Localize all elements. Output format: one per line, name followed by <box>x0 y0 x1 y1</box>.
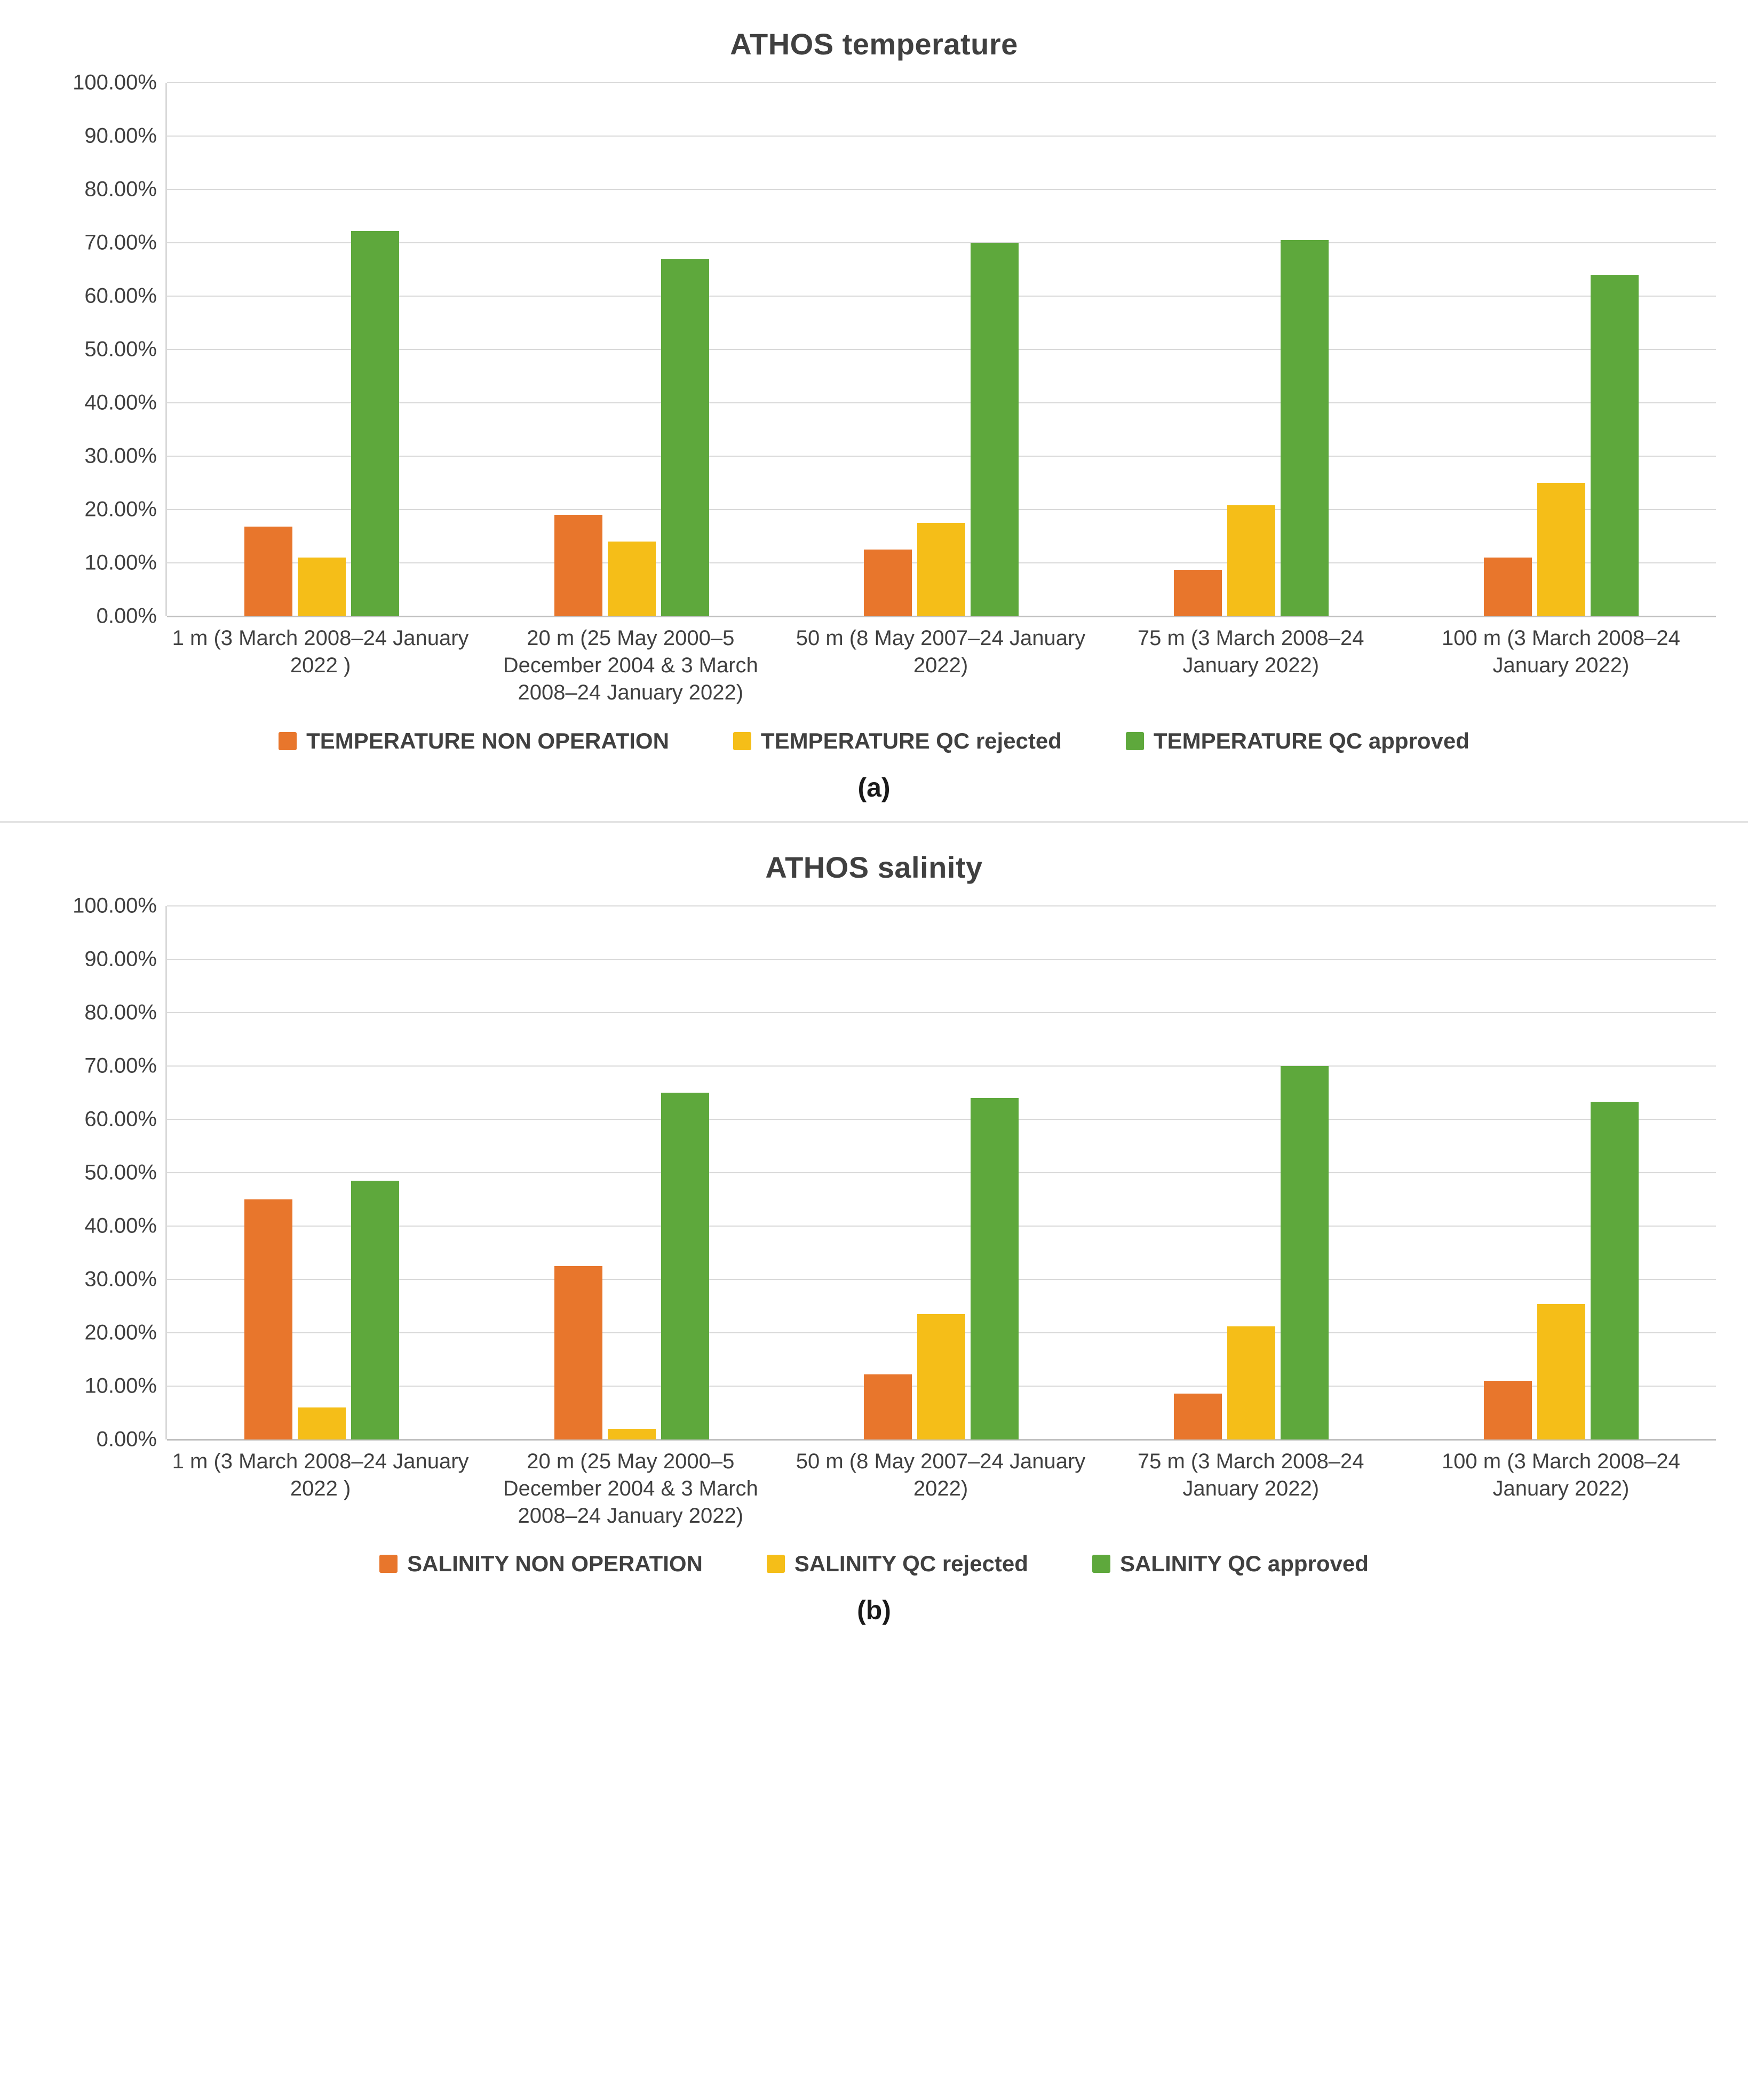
bar <box>1174 1394 1222 1439</box>
x-axis-labels-temperature <box>165 616 1716 707</box>
bar <box>661 1093 709 1439</box>
plot-wrapper-temperature <box>32 70 1716 628</box>
legend-swatch-icon <box>279 732 297 750</box>
bar-groups <box>167 906 1716 1439</box>
bar <box>1174 570 1222 616</box>
y-tick-label: 100.00% <box>73 894 157 918</box>
x-axis-category-label: 20 m (25 May 2000–5 December 2004 & 3 March 2008–24 January 2022) <box>503 626 758 705</box>
x-axis-category-label: 20 m (25 May 2000–5 December 2004 & 3 March 2008–24 January 2022) <box>503 1449 758 1528</box>
legend-item[interactable] <box>733 728 1062 754</box>
y-tick-label: 10.00% <box>84 1374 157 1398</box>
bar <box>1591 275 1639 616</box>
x-axis-labels-salinity <box>165 1439 1716 1530</box>
bar <box>917 1314 965 1439</box>
bar-group <box>786 906 1097 1439</box>
bar <box>971 243 1019 616</box>
bar <box>608 1429 656 1439</box>
chart-panel-temperature <box>0 0 1748 816</box>
x-axis-category-label: 50 m (8 May 2007–24 January 2022) <box>796 626 1086 678</box>
y-axis-salinity <box>32 894 165 1451</box>
bar <box>244 527 292 616</box>
bar <box>298 1407 346 1439</box>
y-tick-label: 90.00% <box>84 947 157 971</box>
y-tick-label: 0.00% <box>96 604 157 628</box>
y-tick-label: 40.00% <box>84 1214 157 1238</box>
y-tick-label: 40.00% <box>84 391 157 415</box>
bar <box>1591 1102 1639 1439</box>
bar-group <box>167 83 477 616</box>
legend-label: TEMPERATURE NON OPERATION <box>306 728 669 753</box>
plot-wrapper-salinity <box>32 894 1716 1451</box>
y-tick-label: 60.00% <box>84 1107 157 1131</box>
x-axis-category-label: 1 m (3 March 2008–24 January 2022 ) <box>172 1449 469 1500</box>
y-axis-temperature <box>32 70 165 628</box>
x-axis-category-label: 75 m (3 March 2008–24 January 2022) <box>1137 626 1364 678</box>
y-tick-label: 80.00% <box>84 1000 157 1024</box>
y-tick-label: 100.00% <box>73 70 157 94</box>
bar <box>554 515 602 616</box>
legend-swatch-icon <box>379 1555 398 1573</box>
legend-item[interactable] <box>379 1551 703 1577</box>
page-title-salinity: ATHOS salinity <box>765 850 983 884</box>
plot-area-temperature <box>165 83 1716 616</box>
bar <box>661 259 709 616</box>
legend-label: SALINITY QC approved <box>1119 1551 1369 1577</box>
y-tick-label: 50.00% <box>84 1160 157 1184</box>
bar <box>554 1266 602 1439</box>
legend-label: TEMPERATURE QC rejected <box>760 728 1062 753</box>
legend-item[interactable] <box>279 728 669 754</box>
bar <box>1281 1066 1329 1439</box>
y-tick-label: 30.00% <box>84 444 157 468</box>
bar-group <box>477 906 787 1439</box>
legend-temperature <box>32 728 1716 754</box>
legend-swatch-icon <box>1126 732 1144 750</box>
y-tick-label: 50.00% <box>84 337 157 361</box>
panel-caption-a: (a) <box>857 772 891 802</box>
legend-swatch-icon <box>733 732 751 750</box>
bar-group <box>786 83 1097 616</box>
y-tick-label: 0.00% <box>96 1427 157 1451</box>
bar <box>608 542 656 616</box>
y-tick-label: 90.00% <box>84 124 157 148</box>
legend-item[interactable] <box>1092 1551 1369 1577</box>
bar-groups <box>167 83 1716 616</box>
bar <box>917 523 965 616</box>
bar <box>298 558 346 616</box>
bar <box>1281 240 1329 616</box>
legend-item[interactable] <box>767 1551 1028 1577</box>
legend-swatch-icon <box>767 1555 785 1573</box>
y-tick-label: 70.00% <box>84 1054 157 1078</box>
bar <box>971 1098 1019 1439</box>
bar <box>1227 1326 1275 1439</box>
y-tick-label: 60.00% <box>84 284 157 308</box>
bar <box>1537 483 1585 616</box>
x-axis-category-label: 100 m (3 March 2008–24 January 2022) <box>1441 626 1680 678</box>
bar <box>244 1199 292 1439</box>
bar-group <box>1406 83 1716 616</box>
x-axis-category-label: 100 m (3 March 2008–24 January 2022) <box>1441 1449 1680 1500</box>
plot-area-salinity <box>165 906 1716 1439</box>
y-tick-label: 10.00% <box>84 551 157 575</box>
legend-swatch-icon <box>1092 1555 1110 1573</box>
bar-group <box>1406 906 1716 1439</box>
bar <box>351 231 399 616</box>
bar <box>864 550 912 616</box>
y-tick-label: 80.00% <box>84 177 157 201</box>
chart-panel-salinity <box>0 823 1748 1639</box>
page-title-temperature: ATHOS temperature <box>730 27 1018 61</box>
x-axis-category-label: 1 m (3 March 2008–24 January 2022 ) <box>172 626 469 678</box>
bar <box>1227 505 1275 616</box>
legend-label: SALINITY QC rejected <box>794 1551 1028 1577</box>
y-tick-label: 20.00% <box>84 497 157 521</box>
bar <box>1537 1304 1585 1439</box>
legend-salinity <box>32 1551 1716 1577</box>
legend-label: TEMPERATURE QC approved <box>1153 728 1469 753</box>
x-axis-category-label: 75 m (3 March 2008–24 January 2022) <box>1137 1449 1364 1500</box>
bar-group <box>1097 906 1407 1439</box>
bar <box>1484 558 1532 616</box>
x-axis-category-label: 50 m (8 May 2007–24 January 2022) <box>796 1449 1086 1500</box>
legend-label: SALINITY NON OPERATION <box>407 1551 703 1577</box>
bar-group <box>477 83 787 616</box>
bar <box>864 1374 912 1439</box>
bar <box>1484 1381 1532 1439</box>
bar-group <box>1097 83 1407 616</box>
panel-caption-b: (b) <box>857 1595 891 1626</box>
y-tick-label: 70.00% <box>84 230 157 254</box>
bar-group <box>167 906 477 1439</box>
y-tick-label: 30.00% <box>84 1267 157 1291</box>
y-tick-label: 20.00% <box>84 1321 157 1345</box>
legend-item[interactable] <box>1126 728 1469 754</box>
bar <box>351 1181 399 1439</box>
